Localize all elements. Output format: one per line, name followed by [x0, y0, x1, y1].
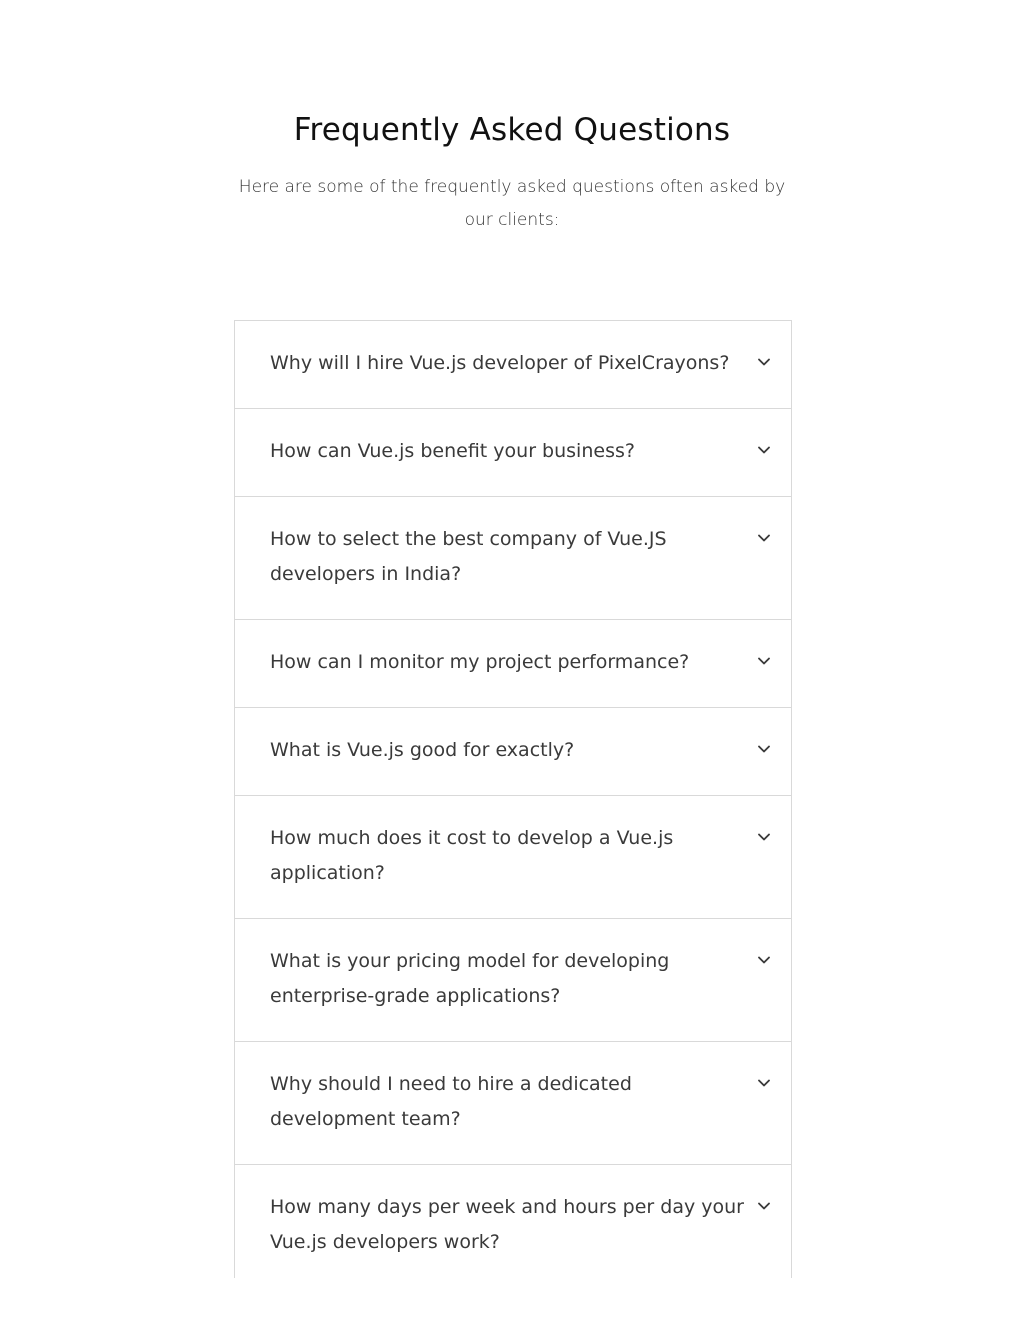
faq-item[interactable]: [235, 708, 791, 796]
faq-list-viewport: [234, 320, 792, 1278]
faq-question: How can I monitor my project performance?: [270, 651, 690, 673]
faq-question: Why should I need to hire a dedicated development team?: [270, 1073, 632, 1130]
faq-question: What is Vue.js good for exactly?: [270, 739, 575, 761]
chevron-down-icon[interactable]: [757, 1199, 771, 1213]
faq-item[interactable]: [235, 1165, 791, 1278]
faq-item[interactable]: [235, 796, 791, 919]
chevron-down-icon[interactable]: [757, 830, 771, 844]
faq-item[interactable]: [235, 321, 791, 409]
faq-item[interactable]: [235, 497, 791, 620]
chevron-down-icon[interactable]: [757, 443, 771, 457]
faq-accordion: [234, 320, 792, 1278]
faq-question: How to select the best company of Vue.JS developers in India?: [270, 528, 667, 585]
faq-header: [0, 108, 1024, 237]
faq-question: How many days per week and hours per day your Vue.js developers work?: [270, 1196, 744, 1253]
chevron-down-icon[interactable]: [757, 654, 771, 668]
faq-question: How can Vue.js benefit your business?: [270, 440, 635, 462]
chevron-down-icon[interactable]: [757, 953, 771, 967]
chevron-down-icon[interactable]: [757, 742, 771, 756]
chevron-down-icon[interactable]: [757, 355, 771, 369]
chevron-down-icon[interactable]: [757, 531, 771, 545]
faq-question: What is your pricing model for developing enterprise-grade applications?: [270, 950, 670, 1007]
faq-question: How much does it cost to develop a Vue.js application?: [270, 827, 674, 884]
faq-item[interactable]: [235, 1042, 791, 1165]
faq-item[interactable]: [235, 409, 791, 497]
page-title: Frequently Asked Questions: [293, 112, 731, 148]
chevron-down-icon[interactable]: [757, 1076, 771, 1090]
faq-item[interactable]: [235, 620, 791, 708]
faq-item[interactable]: [235, 919, 791, 1042]
page-subtitle: Here are some of the frequently asked questions often asked by our clients:: [238, 177, 786, 230]
faq-question: Why will I hire Vue.js developer of PixelCrayons?: [270, 352, 730, 374]
